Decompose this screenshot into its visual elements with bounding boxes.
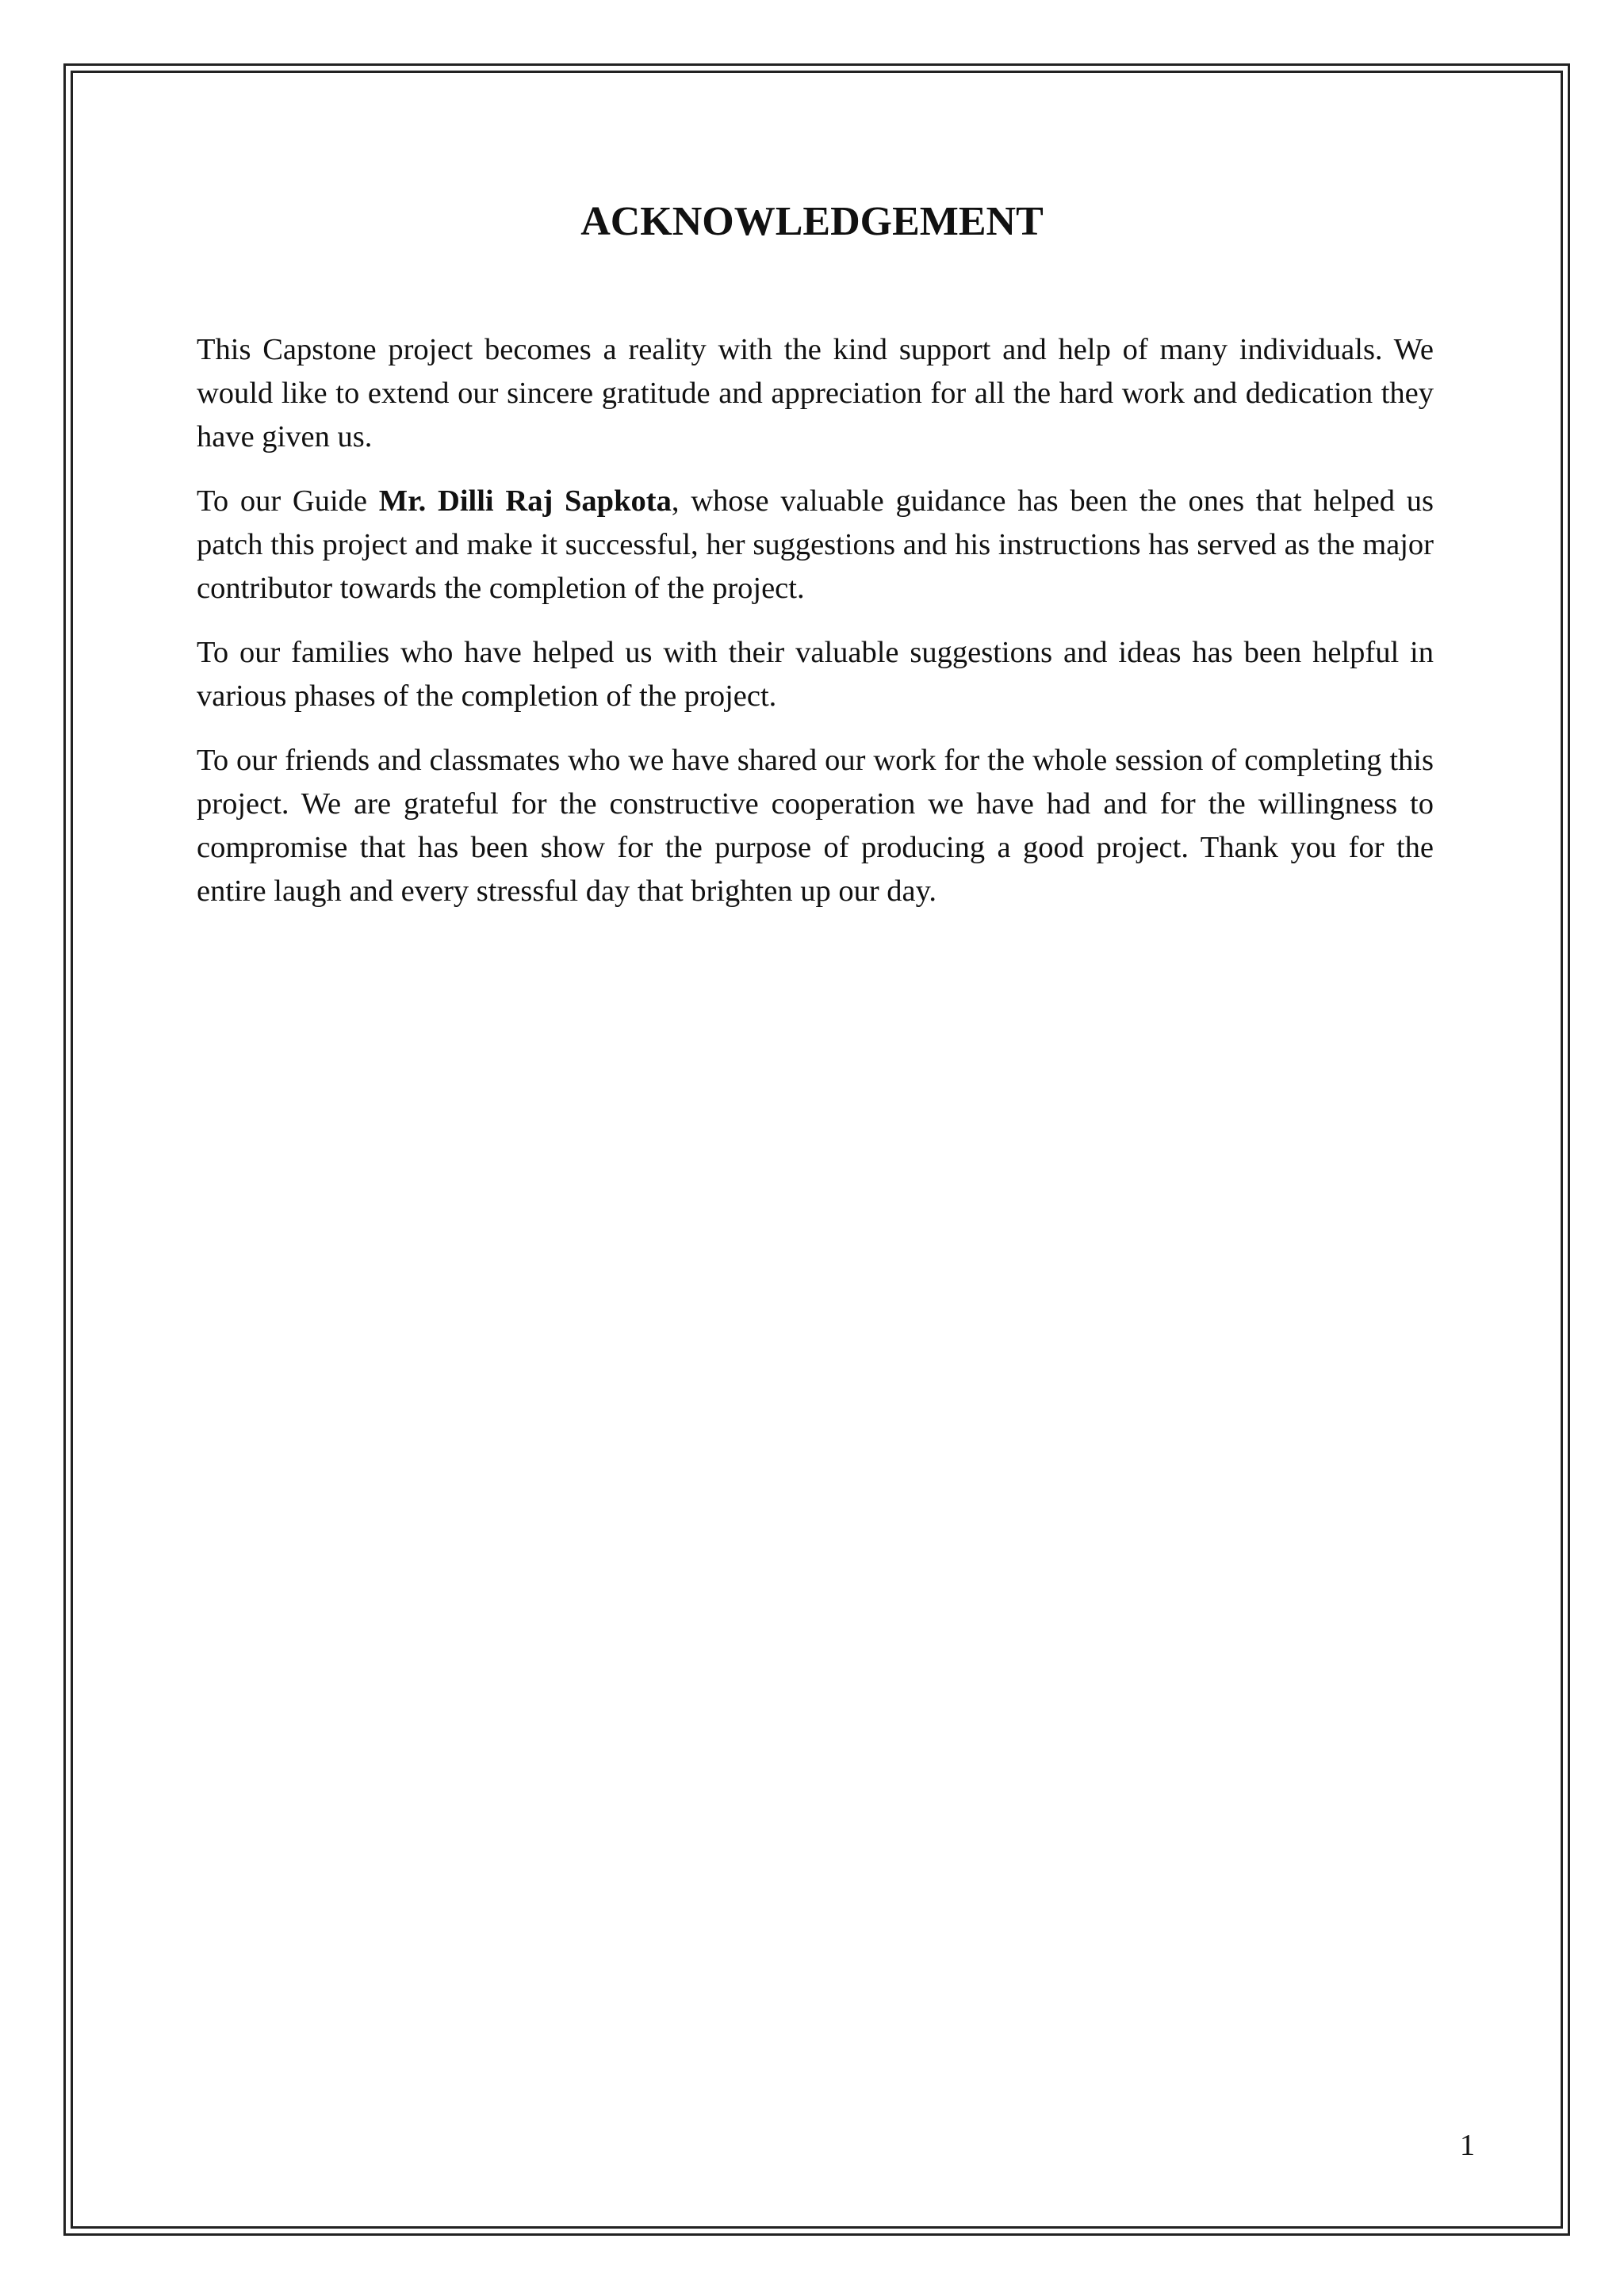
acknowledgement-body — [197, 328, 1434, 934]
page-title: ACKNOWLEDGEMENT — [580, 199, 1044, 244]
paragraph-friends: To our friends and classmates who we have shared our work for the whole session of completing this project. We are grateful for the constructive cooperation we have had and for the willingness to compromise that has been show for the purpose of producing a good project. Thank you for the entire laugh and every stressful day that brighten up our day. — [197, 744, 1434, 908]
paragraph-guide-rest: , whose valuable guidance has been the ones that helped us patch this project and make it successful, her suggestions and his instructions has served as the major contributor towards the completion of the project. — [197, 484, 1434, 605]
page-number: 1 — [1460, 2129, 1475, 2162]
paragraph-families: To our families who have helped us with their valuable suggestions and ideas has been helpful in various phases of the completion of the project. — [197, 636, 1434, 713]
guide-name: Mr. Dilli Raj Sapkota — [378, 484, 672, 518]
paragraph-guide — [197, 480, 1434, 610]
paragraph-guide-intro: To our Guide — [197, 484, 379, 518]
paragraph-support: This Capstone project becomes a reality with the kind support and help of many individuals. We would like to extend our sincere gratitude and appreciation for all the hard work and dedication they have given us. — [197, 333, 1434, 453]
